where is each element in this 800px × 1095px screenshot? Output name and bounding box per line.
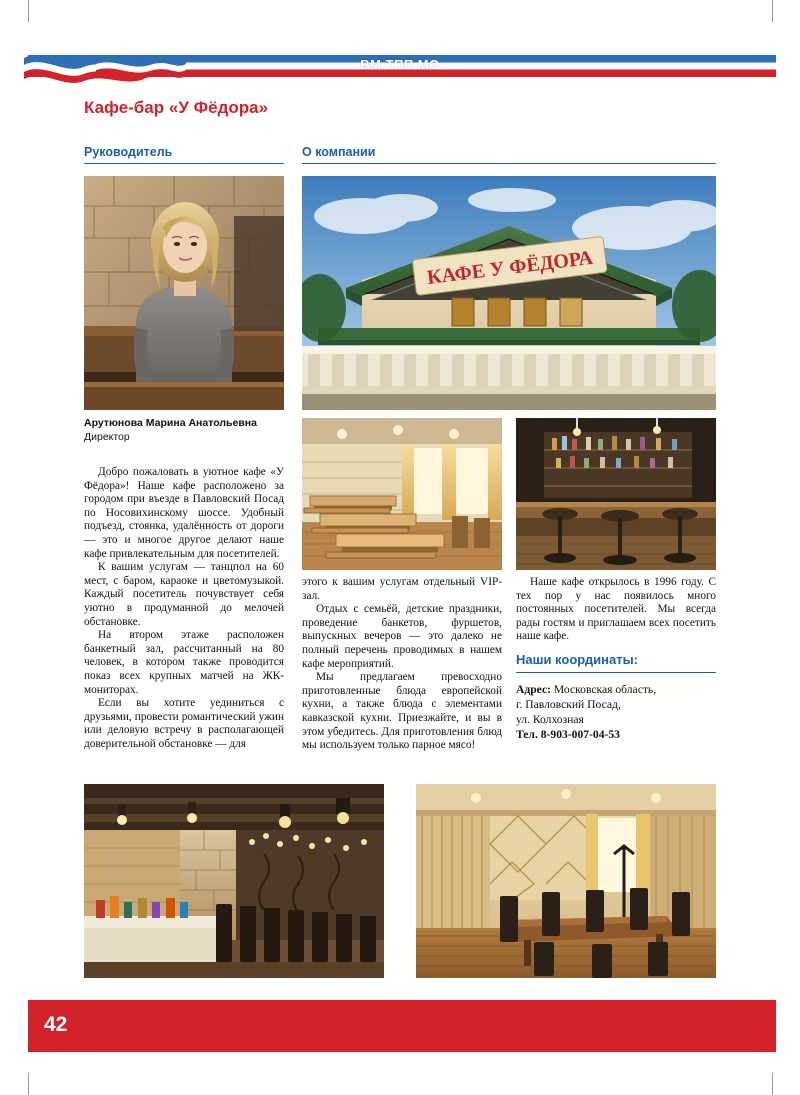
paragraph: этого к вашим услугам отдельный VIP-зал. <box>302 576 502 602</box>
photo-dance-hall <box>84 784 384 978</box>
page-header <box>0 44 800 88</box>
contact-label-phone: Тел. <box>516 728 538 741</box>
heading-director: Руководитель <box>84 145 173 159</box>
footer-bar <box>28 1000 776 1052</box>
svg-text:КАФЕ У ФЁДОРА: КАФЕ У ФЁДОРА <box>425 246 595 289</box>
paragraph: На втором этаже расположен банкетный зал, рассчитанный на 80 человек, в котором также проводится показ всех крупных матчей на ЖК-мониторах. <box>84 629 284 696</box>
middle-column-body <box>302 576 502 753</box>
rule-under-director-heading <box>84 163 284 164</box>
paragraph: Наше кафе открылось в 1996 году. С тех пор у нас появилось много постоянных посетителей. Мы всегда рады гостям и приглашаем всех посетить наше кафе. <box>516 576 716 643</box>
page-title: Кафе-бар «У Фёдора» <box>84 98 269 117</box>
photo-cafe-exterior <box>302 176 716 410</box>
paragraph: Добро пожаловать в уютное кафе «У Фёдора»! Наше кафе расположено за городом при въезде в Павловский Посад по Носовихинскому шоссе. Удобный подъезд, стоянка, удалённость от дороги — это и многое другое делают наше кафе привлекательным для посетителей. <box>84 466 284 560</box>
contact-value-address: Московская область, <box>550 683 657 696</box>
contact-value-phone: 8-903-007-04-53 <box>537 728 620 741</box>
crop-mark-bottom-left <box>28 1073 29 1095</box>
contact-line-city: г. Павловский Посад, <box>516 698 621 711</box>
contact-line-phone <box>516 727 726 742</box>
heading-contacts: Наши координаты: <box>516 652 639 667</box>
photo-director-portrait <box>84 176 284 410</box>
right-column-body <box>516 576 716 644</box>
crop-mark-bottom-right <box>772 1073 773 1095</box>
contact-label-address: Адрес: <box>516 683 551 696</box>
caption-director-role: Директор <box>84 431 130 443</box>
contacts-block <box>516 682 726 742</box>
contact-line-address <box>516 682 726 697</box>
paragraph: К вашим услугам — танцпол на 60 мест, с баром, караоке и цветомузыкой. Каждый посетитель почувствует себя уютно в продуманной до мелочей обстановке. <box>84 561 284 628</box>
crop-mark-top-left <box>28 0 29 22</box>
heading-about-company: О компании <box>302 145 376 159</box>
photo-vip-room <box>416 784 716 978</box>
photo-bar-counter <box>516 418 716 570</box>
page-number: 42 <box>44 1013 68 1036</box>
contact-line-street: ул. Колхозная <box>516 713 584 726</box>
left-column-body <box>84 466 284 751</box>
caption-director-name: Арутюнова Марина Анатольевна <box>84 417 257 429</box>
header-banner-title: ВМ ТПП МО <box>360 57 440 72</box>
crop-mark-top-right <box>772 0 773 22</box>
paragraph: Если вы хотите уединиться с друзьями, провести романтический ужин или деловую встречу в располагающей доверительной обстановке — для <box>84 697 284 750</box>
paragraph: Отдых с семьёй, детские праздники, проведение банкетов, фуршетов, выпускных вечеров — это далеко не полный перечень проводимых в нашем кафе мероприятий. <box>302 603 502 670</box>
paragraph: Мы предлагаем превосходно приготовленные блюда европейской кухни, а также блюда с элементами кавказской кухни. Приезжайте, и вы в этом убедитесь. Для приготовления блюд мы используем только парное мясо! <box>302 671 502 752</box>
rule-under-about-heading <box>302 163 716 164</box>
rule-under-contacts-heading <box>516 672 716 673</box>
photo-banquet-hall <box>302 418 502 570</box>
